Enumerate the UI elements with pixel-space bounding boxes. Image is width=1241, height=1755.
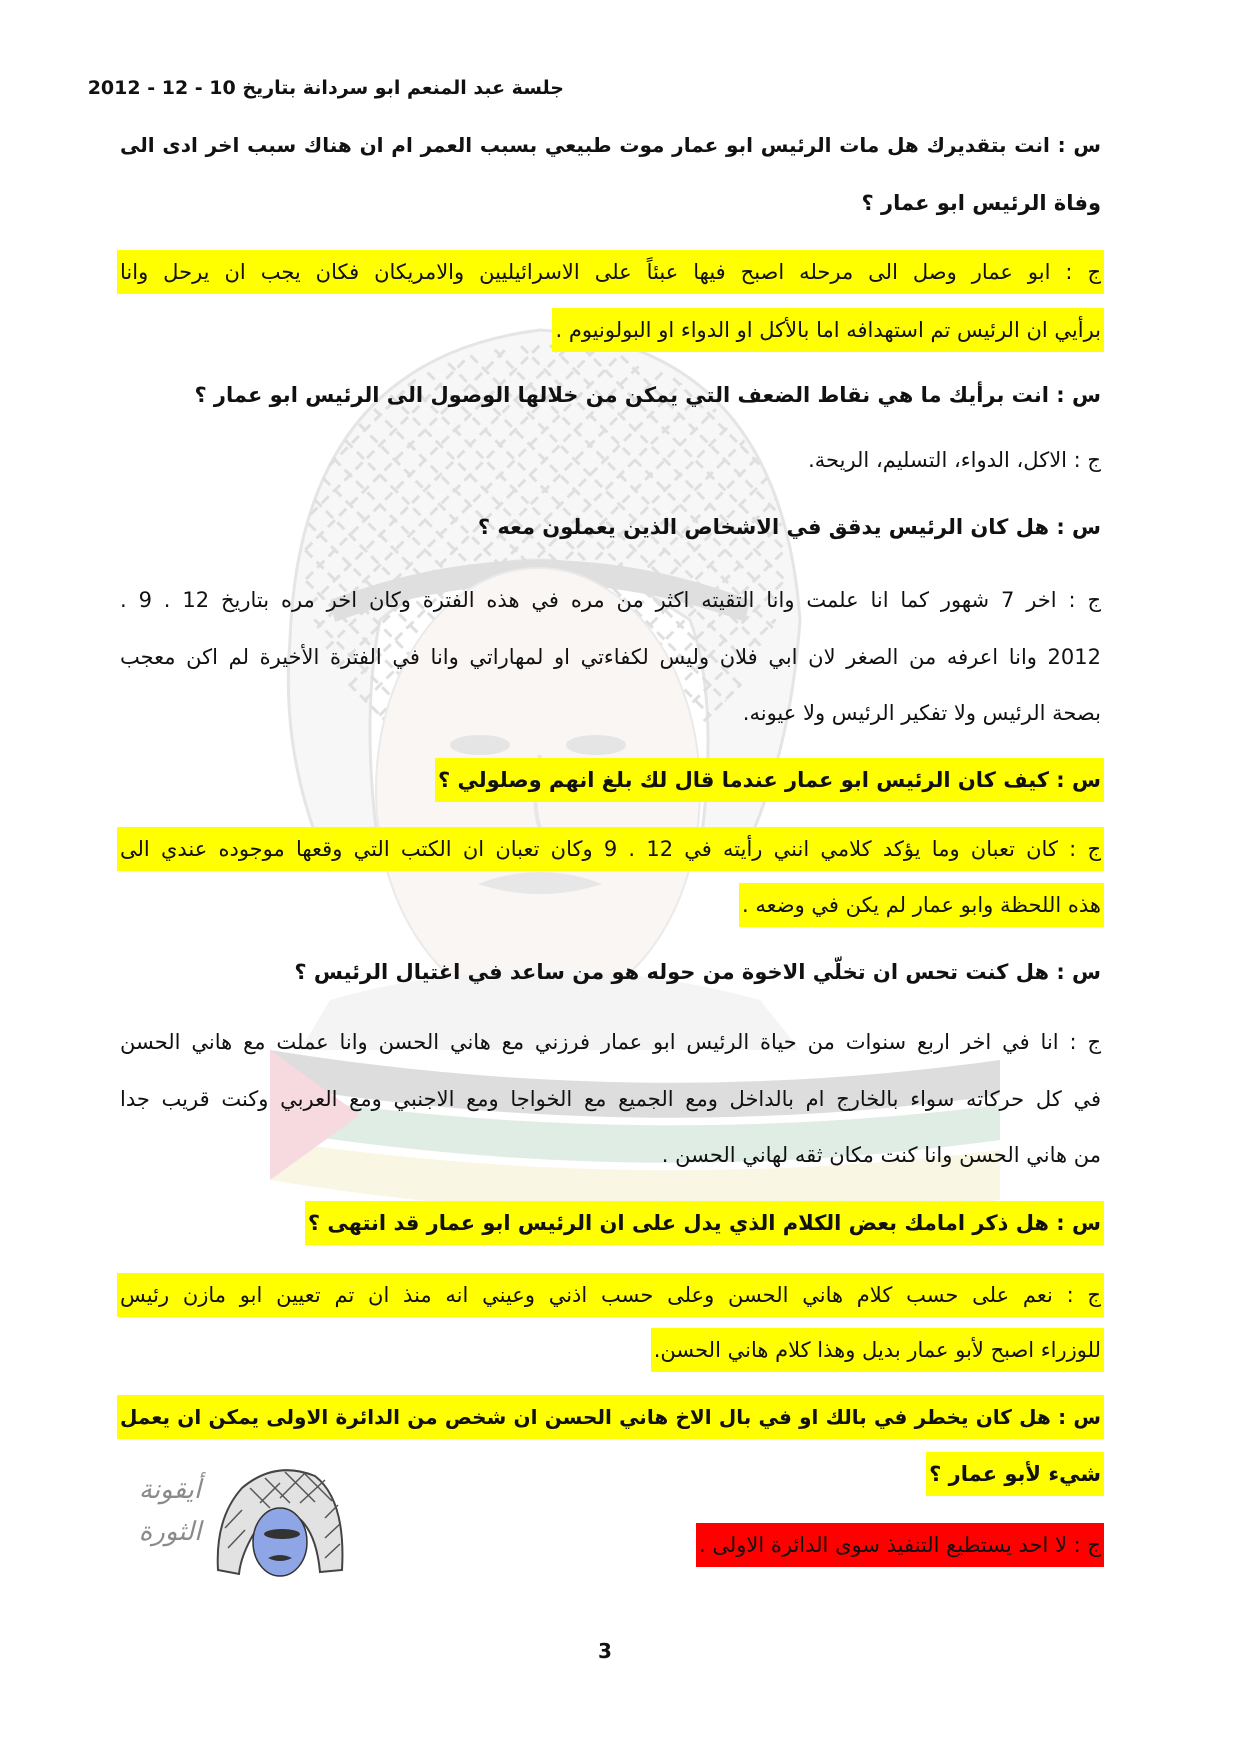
answer-text: برأيي ان الرئيس تم استهدافه اما بالأكل او الدواء او البولونيوم . (552, 308, 1104, 352)
question-text: س : هل كنت تحس ان تخلّي الاخوة من حوله هو من ساعد في اغتيال الرئيس ؟ (294, 960, 1101, 984)
logo-text-line2: الثورة (138, 1517, 202, 1547)
answer-line (117, 691, 1104, 735)
question-text: س : انت برأيك ما هي نقاط الضعف التي يمكن من خلالها الوصول الى الرئيس ابو عمار ؟ (194, 383, 1101, 407)
answer-text: في كل حركاته سواء بالخارج ام بالداخل ومع الجميع مع الخواجا ومع الاجنبي ومع العربي وكنت قريب جدا (120, 1087, 1101, 1111)
question-text: س : هل كان الرئيس يدقق في الاشخاص الذين يعملون معه ؟ (477, 515, 1101, 539)
question-line (117, 373, 1104, 417)
answer-line (117, 1077, 1104, 1121)
answer-text: 2012 وانا اعرفه من الصغر لان ابي فلان وليس لكفاءتي او لمهاراتي وانا في الفترة الأخيرة لم اكن معجب (120, 645, 1101, 669)
answer-text: ج : كان تعبان وما يؤكد كلامي انني رأيته في 12 . 9 وكان تعبان ان الكتب التي وقعها موجوده عندي الى (117, 827, 1104, 871)
question-text: شيء لأبو عمار ؟ (926, 1452, 1104, 1496)
revolution-icon-logo (120, 1458, 352, 1580)
question-line (117, 123, 1104, 167)
question-text: س : هل ذكر امامك بعض الكلام الذي يدل على ان الرئيس ابو عمار قد انتهى ؟ (305, 1201, 1104, 1245)
question-line (117, 1395, 1104, 1439)
answer-line (117, 635, 1104, 679)
question-line (117, 950, 1104, 994)
answer-line (117, 1020, 1104, 1064)
watermark-right-eye (566, 735, 626, 755)
answer-text: بصحة الرئيس ولا تفكير الرئيس ولا عيونه. (742, 701, 1101, 725)
answer-line (117, 438, 1104, 482)
logo-face (253, 1508, 307, 1576)
question-text: وفاة الرئيس ابو عمار ؟ (861, 191, 1101, 215)
arafat-portrait-icon (218, 1470, 343, 1576)
logo-text-line1: أيقونة (138, 1475, 202, 1505)
question-text: س : كيف كان الرئيس ابو عمار عندما قال لك بلغ انهم وصلولي ؟ (435, 758, 1104, 802)
answer-text: ج : انا في اخر اربع سنوات من حياة الرئيس ابو عمار فرزني مع هاني الحسن وانا عملت مع هاني الحسن (120, 1030, 1101, 1054)
answer-text: ج : اخر 7 شهور كما انا علمت وانا التقيته اكثر من مره في هذه الفترة وكان اخر مره بتاريخ 12 . 9 . (120, 588, 1101, 612)
answer-line (117, 1328, 1104, 1372)
question-line (117, 1201, 1104, 1245)
question-text: س : انت بتقديرك هل مات الرئيس ابو عمار موت طبيعي بسبب العمر ام ان هناك سبب اخر ادى الى (120, 133, 1101, 157)
answer-text: ج : لا احد يستطيع التنفيذ سوى الدائرة الاولى . (696, 1523, 1104, 1567)
answer-line (117, 827, 1104, 871)
session-title: جلسة عبد المنعم ابو سردانة بتاريخ 10 - 12 - 2012 (87, 77, 564, 99)
logo-glasses (264, 1529, 300, 1539)
answer-line (117, 1133, 1104, 1177)
question-line (117, 758, 1104, 802)
watermark-left-eye (450, 735, 510, 755)
answer-line (117, 308, 1104, 352)
answer-text: هذه اللحظة وابو عمار لم يكن في وضعه . (739, 883, 1104, 927)
question-line (117, 181, 1104, 225)
answer-text: للوزراء اصبح لأبو عمار بديل وهذا كلام هاني الحسن. (651, 1328, 1104, 1372)
question-line (117, 505, 1104, 549)
answer-text: من هاني الحسن وانا كنت مكان ثقه لهاني الحسن . (661, 1143, 1101, 1167)
answer-line (117, 250, 1104, 294)
answer-line (117, 883, 1104, 927)
answer-line (117, 1273, 1104, 1317)
answer-text: ج : نعم على حسب كلام هاني الحسن وعلى حسب اذني وعيني انه منذ ان تم تعيين ابو مازن رئيس (117, 1273, 1104, 1317)
page-number: 3 (598, 1639, 612, 1663)
question-text: س : هل كان يخطر في بالك او في بال الاخ هاني الحسن ان شخص من الدائرة الاولى يمكن ان يعمل (117, 1395, 1104, 1439)
answer-text: ج : ابو عمار وصل الى مرحله اصبح فيها عبئاً على الاسرائيليين والامريكان فكان يجب ان يرحل وانا (117, 250, 1104, 294)
answer-line (117, 578, 1104, 622)
answer-text: ج : الاكل، الدواء، التسليم، الريحة. (808, 448, 1101, 472)
